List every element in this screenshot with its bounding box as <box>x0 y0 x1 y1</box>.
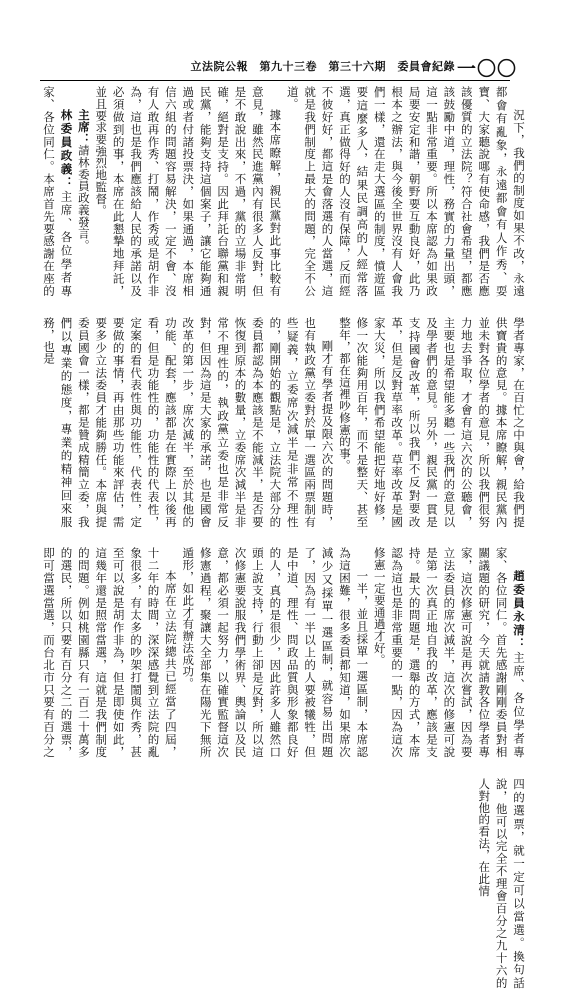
header-rule <box>40 80 510 81</box>
paragraph <box>283 86 527 297</box>
paragraph-text: 據本席瞭解，親民黨對此事比較有意見，雖然民進黨內有很多人反對，但是不敢說出來，不過，黨的立場非常明確，絕對是支持。因此拜託台聯黨和親民黨，能夠支持這個案子，讓它能夠通過或者付諸投票決，如果通過，本席相信六組的問題容易解決，一定不會、沒有人敢再作秀、打鬧，作秀或是胡作非為，這也是我們應該給人民的承諾以及必須做到的事，本席在此懇摯地拜託，並且要求要強烈地監督。 <box>94 86 283 297</box>
speaker-label: 趙委員永清： <box>512 570 526 652</box>
paragraph <box>74 86 91 297</box>
paragraph <box>40 317 336 528</box>
speaker-label: 林委員政義： <box>59 109 74 191</box>
paragraph-text: 一半，並且採單一選區制，本席認為這困難，很多委員都知道，如果席次減少又採單一選區制，就容易出問題了，因為有一半以上的人要被犧牲，但是中道、理性、問政品質與形象都良好的人，真的是很少，因此許多人雖然口頭上說支持，行動上卻是反對，所以這次修憲要說服我們學術界、輿論以及民意，都必須一起努力，以確實監督這次修憲過程，聚讓大全部集在陽光下無所遁形，如此才有辦法成功。 <box>181 547 370 758</box>
paragraph-text: 請林委員政義發言。 <box>76 144 91 252</box>
speaker-label: 主席： <box>76 109 91 145</box>
page-header <box>40 58 525 78</box>
paragraph <box>179 547 370 758</box>
paragraph-text: 本席在立法院總共已經當了四屆，十二年的時間，深深感覺到立法院的亂象很多，有太多的吵架打鬧與作秀，甚至可以說是胡作非為，但是即使如此，這幾年還是照常當選，這就是我們制度的問題。例如桃園縣只有一百二十萬多的選民，所以只要有百分之二的選票，即可當選當選，而台北市只要有百分之四的選票，就一定可以當選。換句話說，他可以完全不理會百分之九十六的人對他的看法，在此情 <box>42 547 526 989</box>
paragraph-text: 主席、各位學者專家、各位同仁。本席首先要感謝在座的學者專家，在百忙之中與會，給我們提供寶貴的意見。據本席瞭解，親民黨內並未對各位學者的意見，所以我們很努力地去爭取，才會有這六次的公聽會，主要也是希望能多聽一些我們的意見以及學者們的意見。另外，親民黨一貫是支持國會改革，所以我們不反對要改革，但是反對草率改革。草率改革是國家大災，所以我們希望能把好地好修，修一次能夠用百年，而不是整天、甚至整年，都在這裡吵修憲的事。 <box>42 86 526 528</box>
page-number: 一〇〇 <box>456 58 517 80</box>
paragraph-text: 剛才有學者提及限六次的問題時，也有執政黨立委對於單一選區兩票制有些疑義，立委席次減半是非常不理性的，剛開始的觀點是，立法院大部分的委員都認為本應該是不能減半，是否要恢復到原本的數量，立委席次減半是非常不理性的，執政黨立委也是非常反對，但因為這是大家的承諾，也是國會改革的第一步，席次減半，至於其他的功能、配套，應該都是在實際上以後再看，但是功能性的，功能性的代表性，定案的看代表性與功能性，代表性，定要做的事情，再由那些功能來評估，需要多少立法委員才能夠勝任。本席與提委員國會一樣，都是贊成精簡立委，我們以專業的態度，專業的精神回來服務，也是 <box>42 316 335 528</box>
paragraph-text: 主席、各位學者專家、各位同仁。首先感謝剛剛委員對相關議題的研究，今天就請教各位學者專家，這次修憲可說是再次嘗試，因為要立法委員的席次減半，這次的修憲可說是第一次真正地自我的改革，應該是支持。最大的問題是，選舉的方式，本席認為這也是非常重要的一點，因為這次修憲一定要通過才好。 <box>372 547 526 758</box>
body-text <box>39 86 527 989</box>
paragraph-text: 況下，我們的制度如果不改，永遠都會有亂象，永遠都會有人作秀、耍寶、大家聽說哪有使命感，我們是否應該優質的立法院？符合社會希望，都應該鼓勵中道，理性，務實的力量出頭，這一點非常重要。所以本席認為如果政局要安定和諧，朝野要互動良好，此乃根本之辦法，與今後全世界沒有人會我們一樣，還在走大選區的制度，憤遊區要這麼多人，結果民調高的人經常落選，真正做得好的人沒有保障，反而經不彼好好，都這是會落選的人當選，這就是我們制度上最大的問題，完全不公道。 <box>285 86 526 297</box>
header-title: 立法院公報 第九十三卷 第三十六期 委員會紀錄 <box>190 60 455 73</box>
paragraph <box>92 86 283 297</box>
paragraph <box>370 547 527 758</box>
